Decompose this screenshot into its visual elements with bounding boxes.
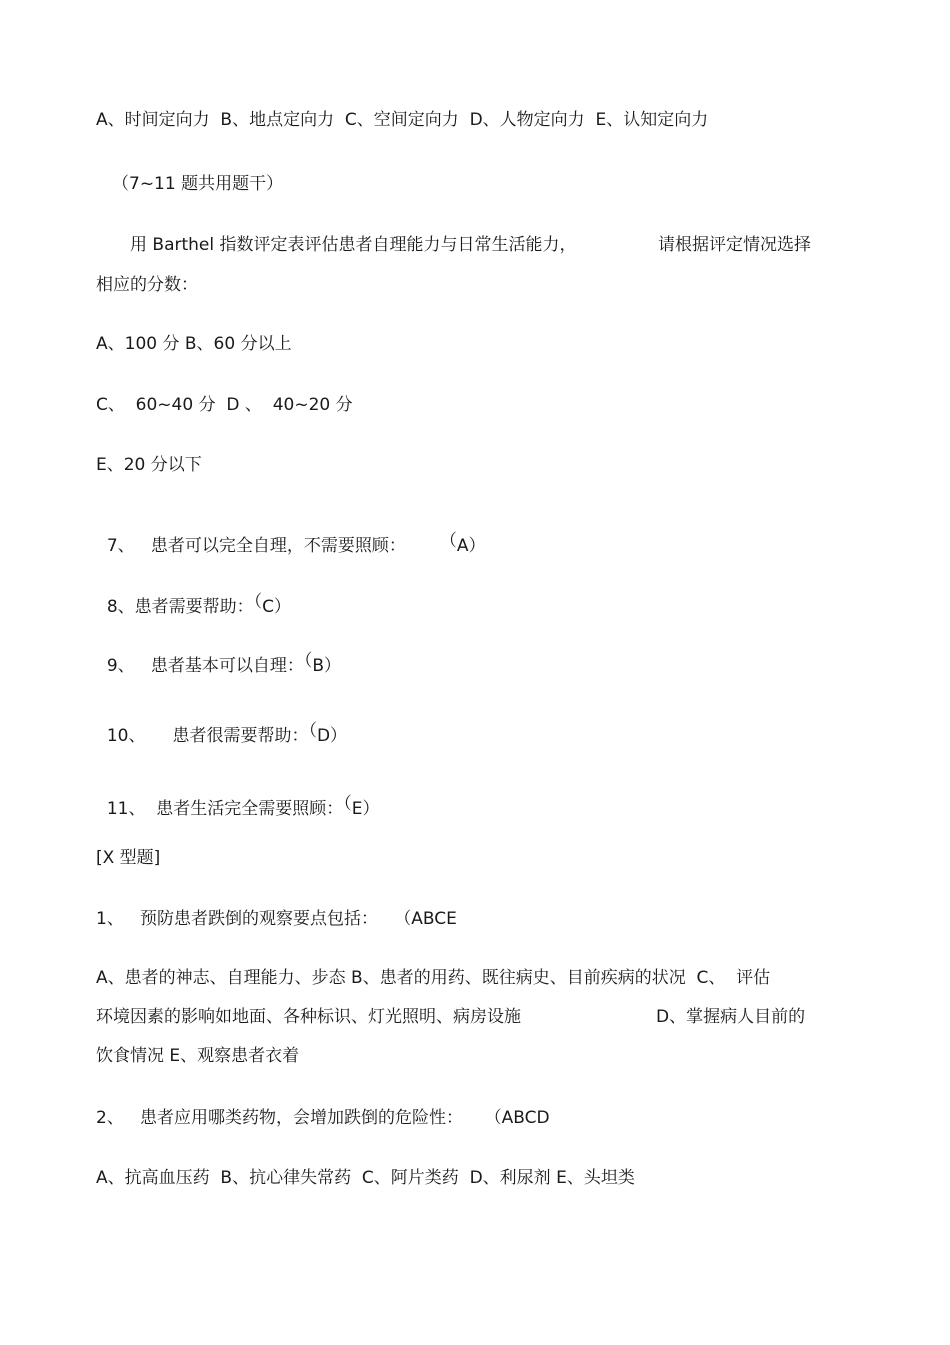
x-question-1-options-line3: 饮食情况 E、观察患者衣着 xyxy=(96,1046,300,1066)
question-8-answer: C） xyxy=(262,597,292,617)
question-8-paren: （ xyxy=(253,592,263,612)
question-7-paren: （ xyxy=(439,531,457,551)
question-11-text: 11、 患者生活完全需要照顾： xyxy=(106,799,344,819)
x-question-1-options-line2b: D、掌握病人目前的 xyxy=(656,1007,806,1027)
question-7 xyxy=(96,513,485,557)
question-stem-part2: 请根据评定情况选择 xyxy=(658,235,811,255)
question-11 xyxy=(96,776,380,820)
question-7-text: 7、 患者可以完全自理，不需要照顾： xyxy=(106,536,406,556)
question-stem-part1: 用 Barthel 指数评定表评估患者自理能力与日常生活能力， xyxy=(130,235,577,255)
question-9-paren: （ xyxy=(303,651,313,671)
question-8-text: 8、患者需要帮助： xyxy=(106,597,254,617)
x-question-2: 2、 患者应用哪类药物，会增加跌倒的危险性： （ABCD xyxy=(96,1108,550,1128)
options-c-d: C、 60~40 分 D 、 40~20 分 xyxy=(96,395,353,415)
option-e: E、20 分以下 xyxy=(96,455,202,475)
x-question-1-options-line1: A、患者的神志、自理能力、步态 B、患者的用药、既往病史、目前疾病的状况 C、 评估 xyxy=(96,968,771,988)
question-9 xyxy=(96,633,341,677)
x-question-2-options: A、抗高血压药 B、抗心律失常药 C、阿片类药 D、利尿剂 E、头坦类 xyxy=(96,1168,635,1188)
section-heading-x-type: [X 型题] xyxy=(96,848,161,868)
question-10-text: 10、 患者很需要帮助： xyxy=(106,726,309,746)
x-question-1: 1、 预防患者跌倒的观察要点包括： （ABCE xyxy=(96,909,457,929)
question-10 xyxy=(96,703,347,747)
question-9-text: 9、 患者基本可以自理： xyxy=(106,656,304,676)
question-8 xyxy=(96,574,291,618)
question-stem-line2: 相应的分数： xyxy=(96,275,198,295)
options-orientation: A、时间定向力 B、地点定向力 C、空间定向力 D、人物定向力 E、认知定向力 xyxy=(96,110,709,130)
question-7-answer: A） xyxy=(456,536,486,556)
question-11-answer: E） xyxy=(351,799,380,819)
question-11-paren: （ xyxy=(343,794,352,814)
question-10-answer: D） xyxy=(316,726,348,746)
options-a-b: A、100 分 B、60 分以上 xyxy=(96,334,292,354)
group-stem-label: （7~11 题共用题干） xyxy=(112,174,284,194)
question-9-answer: B） xyxy=(312,656,342,676)
x-question-1-options-line2: 环境因素的影响如地面、各种标识、灯光照明、病房设施 xyxy=(96,1007,521,1027)
question-10-paren: （ xyxy=(308,721,317,741)
